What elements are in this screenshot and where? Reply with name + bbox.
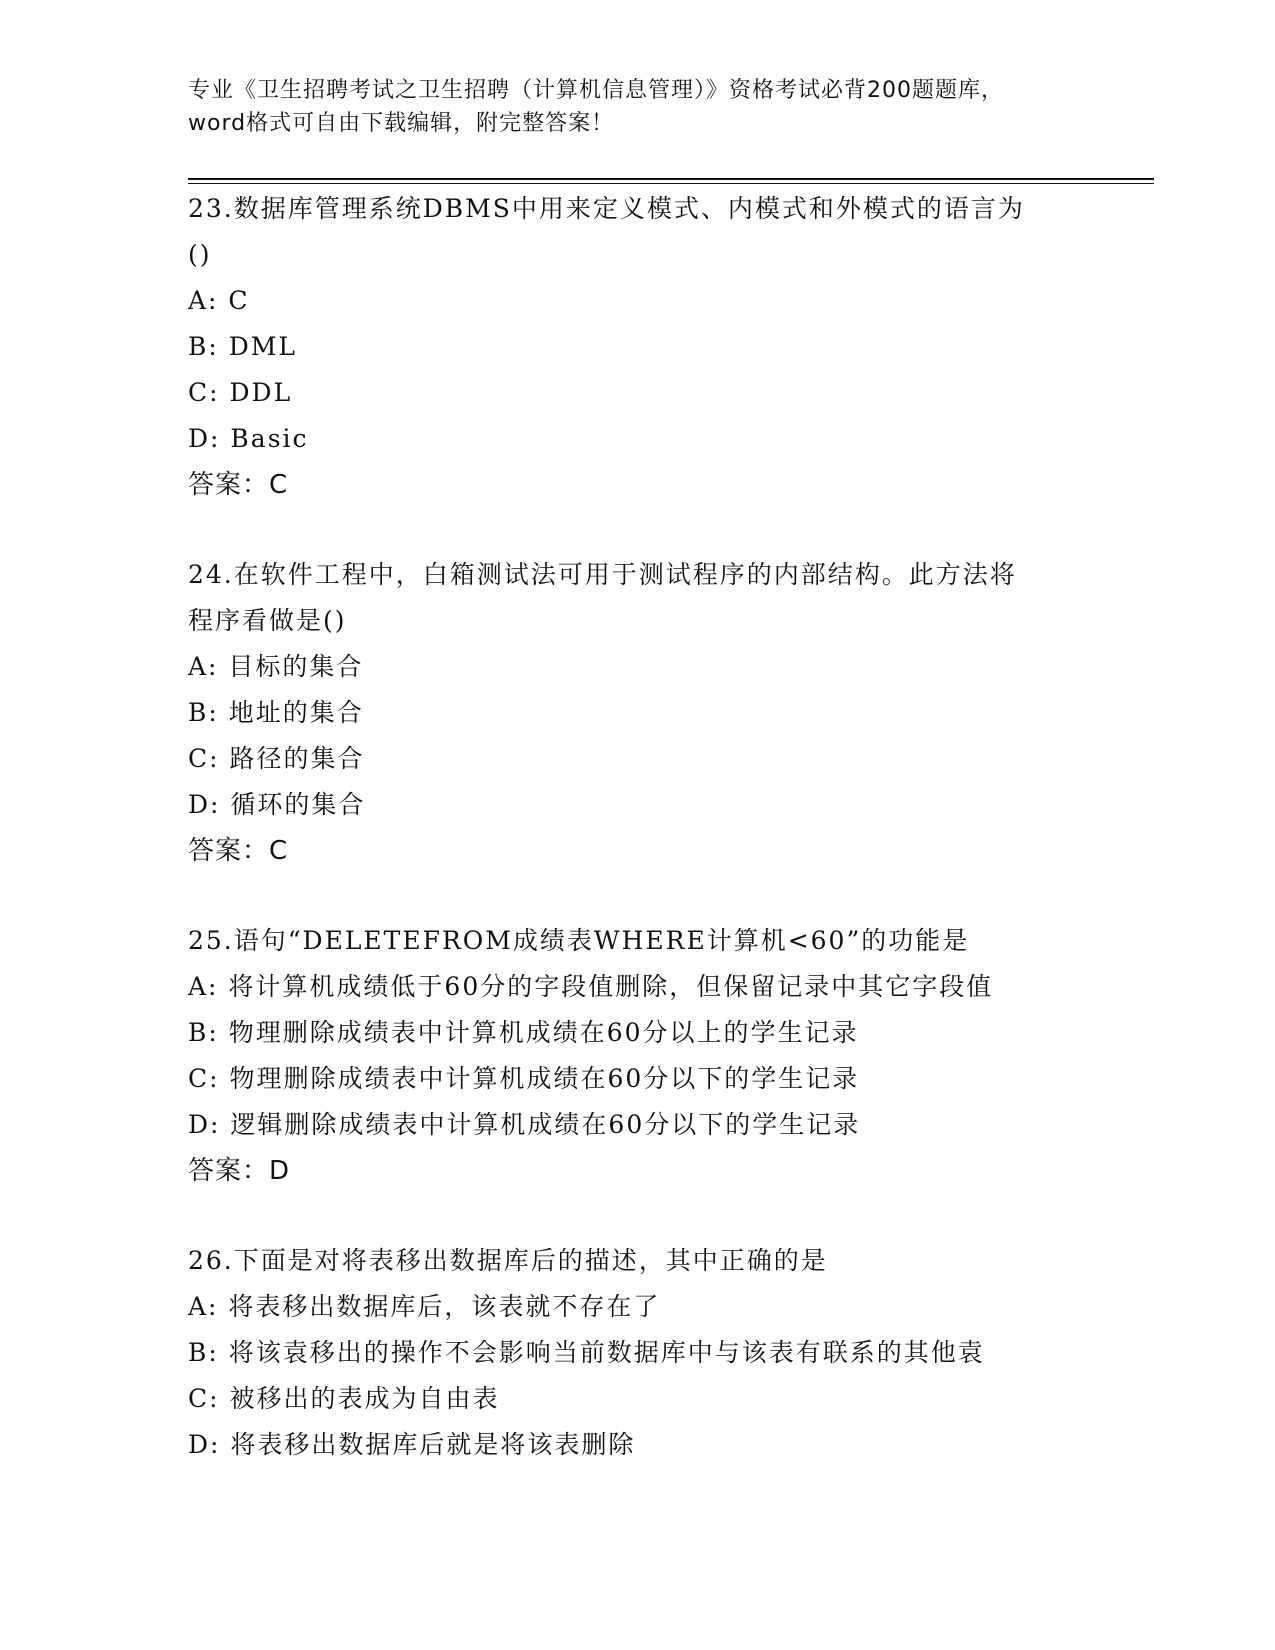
header-line-1: 专业《卫生招聘考试之卫生招聘（计算机信息管理）》资格考试必背200题题库， (188, 78, 1004, 103)
option-a: A: C (188, 286, 250, 315)
option-b: B: 物理删除成绩表中计算机成绩在60分以上的学生记录 (188, 1018, 859, 1047)
question-stem-line: 程序看做是() (188, 606, 347, 635)
question-stem-line: () (188, 240, 212, 269)
question-stem-line: 23.数据库管理系统DBMS中用来定义模式、内模式和外模式的语言为 (188, 194, 1025, 223)
answer-text: 答案：C (188, 836, 289, 866)
option-d: D: Basic (188, 424, 309, 453)
question-stem-line: 24.在软件工程中，白箱测试法可用于测试程序的内部结构。此方法将 (188, 560, 1017, 589)
answer-text: 答案：D (188, 1156, 291, 1186)
answer-text: 答案：C (188, 470, 289, 500)
option-d: D: 逻辑删除成绩表中计算机成绩在60分以下的学生记录 (188, 1110, 861, 1139)
question-stem-line: 26.下面是对将表移出数据库后的描述，其中正确的是 (188, 1246, 828, 1275)
question-24 (188, 552, 1148, 874)
header-line-2: word格式可自由下载编辑，附完整答案！ (188, 111, 615, 136)
option-c: C: DDL (188, 378, 293, 407)
option-b: B: 将该袁移出的操作不会影响当前数据库中与该表有联系的其他袁 (188, 1338, 985, 1367)
option-c: C: 路径的集合 (188, 744, 365, 773)
question-stem-line: 25.语句“DELETEFROM成绩表WHERE计算机<60”的功能是 (188, 926, 970, 955)
option-d: D: 将表移出数据库后就是将该表删除 (188, 1430, 636, 1459)
option-b: B: 地址的集合 (188, 698, 364, 727)
header-divider-thick (188, 178, 1154, 180)
option-a: A: 目标的集合 (188, 652, 364, 681)
option-c: C: 被移出的表成为自由表 (188, 1384, 500, 1413)
question-list (188, 186, 1148, 1468)
option-b: B: DML (188, 332, 297, 361)
option-a: A: 将表移出数据库后，该表就不存在了 (188, 1292, 661, 1321)
document-header (188, 74, 1148, 140)
header-divider-thin (188, 183, 1154, 184)
question-25 (188, 918, 1148, 1194)
question-26 (188, 1238, 1148, 1468)
option-d: D: 循环的集合 (188, 790, 366, 819)
question-23 (188, 186, 1148, 508)
option-c: C: 物理删除成绩表中计算机成绩在60分以下的学生记录 (188, 1064, 860, 1093)
option-a: A: 将计算机成绩低于60分的字段值删除，但保留记录中其它字段值 (188, 972, 994, 1001)
